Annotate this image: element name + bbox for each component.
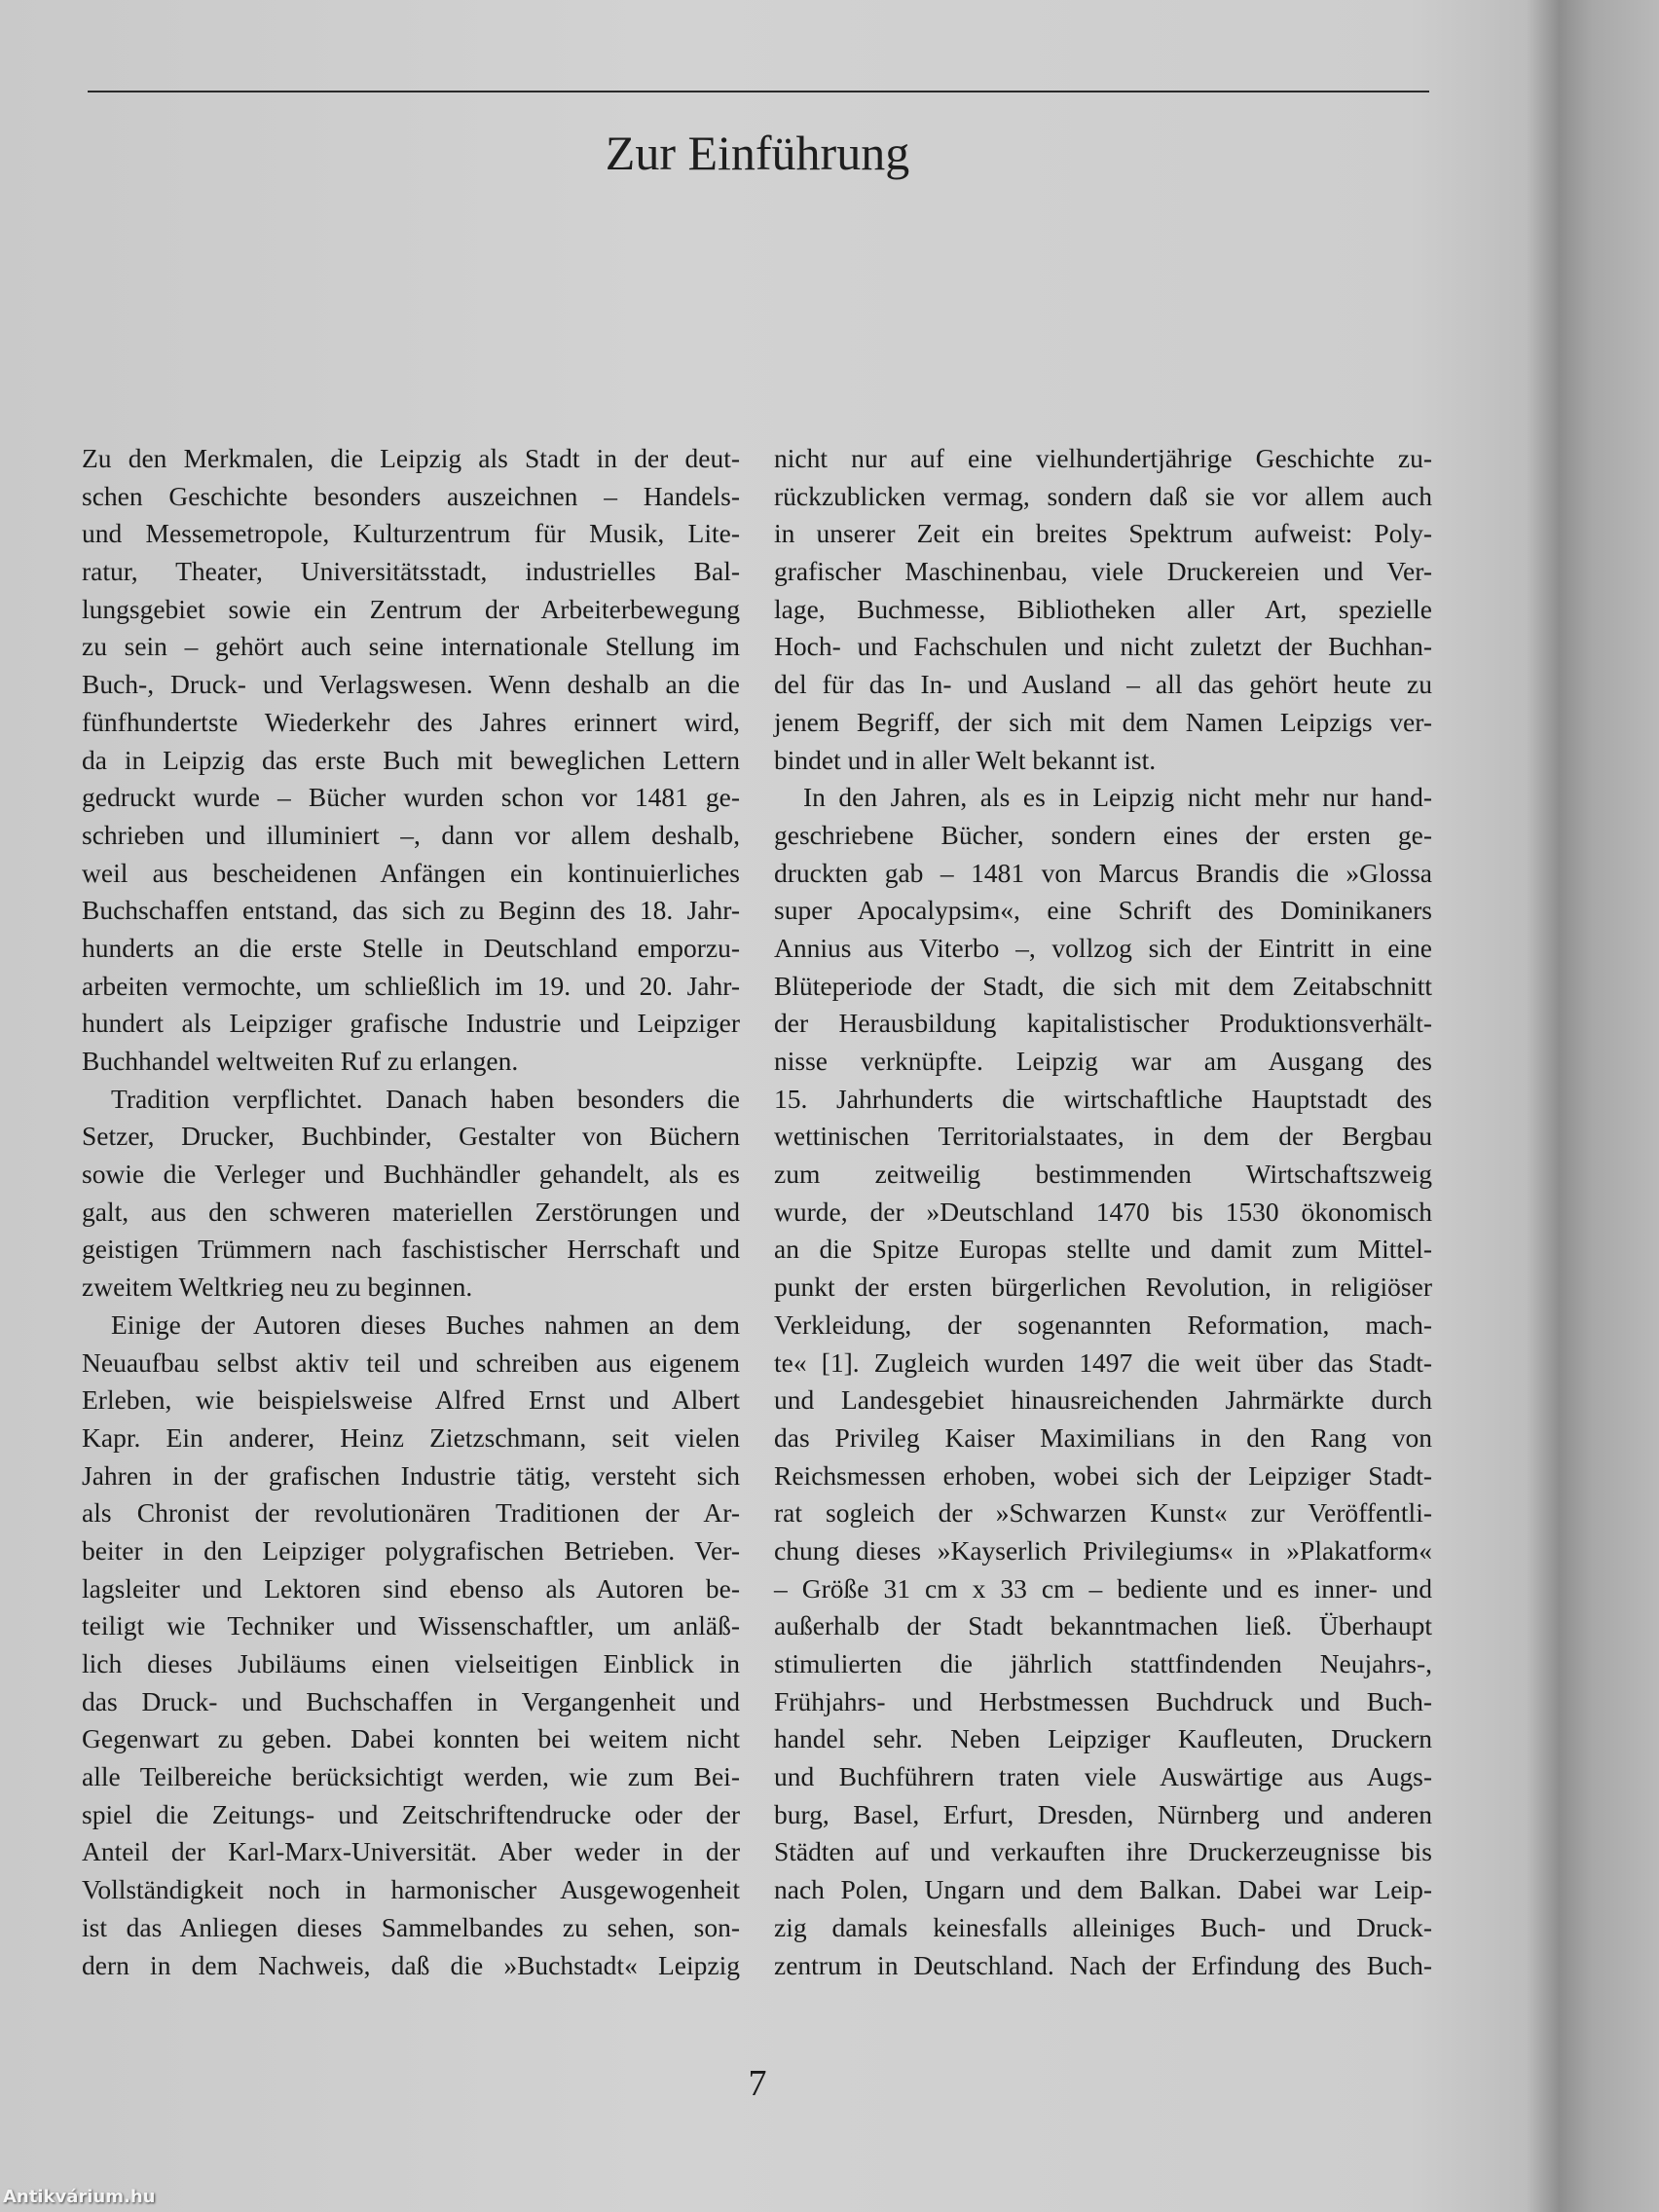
text-line: Einige der Autoren dieses Buches nahmen an dem bbox=[111, 1309, 740, 1340]
chapter-title: Zur Einführung bbox=[605, 126, 910, 180]
text-line: lagsleiter und Lektoren sind ebenso als Autoren be- bbox=[82, 1572, 740, 1604]
text-line: rückzublicken vermag, sondern daß sie vor allem auch bbox=[774, 480, 1432, 511]
text-column-right bbox=[774, 440, 1432, 1984]
text-line: Reichsmessen erhoben, wobei sich der Leipziger Stadt- bbox=[774, 1459, 1432, 1491]
paragraph bbox=[774, 440, 1432, 779]
text-line: grafischer Maschinenbau, viele Druckereien und Ver- bbox=[774, 556, 1432, 587]
text-line: Tradition verpflichtet. Danach haben besonders die bbox=[111, 1083, 740, 1114]
text-line: an die Spitze Europas stellte und damit zum Mittel- bbox=[774, 1234, 1432, 1265]
text-line: – Größe 31 cm x 33 cm – bediente und es inner- und bbox=[774, 1572, 1432, 1604]
text-line: das Druck- und Buchschaffen in Vergangenheit und bbox=[82, 1685, 740, 1716]
text-line: spiel die Zeitungs- und Zeitschriftendrucke oder der bbox=[82, 1798, 740, 1829]
paragraph bbox=[774, 779, 1432, 1984]
text-line: weil aus bescheidenen Anfängen ein kontinuierliches bbox=[82, 857, 740, 888]
text-line: als Chronist der revolutionären Traditionen der Ar- bbox=[82, 1497, 740, 1529]
text-line: geschriebene Bücher, sondern eines der ersten ge- bbox=[774, 819, 1432, 850]
text-line: hundert als Leipziger grafische Industrie und Leipziger bbox=[82, 1008, 740, 1039]
text-line: Annius aus Viterbo –, vollzog sich der Eintritt in eine bbox=[774, 932, 1432, 963]
text-line: zum zeitweilig bestimmenden Wirtschaftszweig bbox=[774, 1159, 1432, 1190]
text-line: schrieben und illuminiert –, dann vor allem deshalb, bbox=[82, 819, 740, 850]
text-line: del für das In- und Ausland – all das gehört heute zu bbox=[774, 669, 1432, 700]
text-line: Blüteperiode der Stadt, die sich mit dem Zeitabschnitt bbox=[774, 970, 1432, 1001]
paragraph bbox=[82, 1081, 740, 1307]
text-line: fünfhundertste Wiederkehr des Jahres erinnert wird, bbox=[82, 706, 740, 737]
text-line: lich dieses Jubiläums einen vielseitigen Einblick in bbox=[82, 1648, 740, 1678]
text-line: teiligt wie Techniker und Wissenschaftler, um anläß- bbox=[82, 1610, 740, 1641]
text-line: nicht nur auf eine vielhundertjährige Geschichte zu- bbox=[774, 443, 1432, 473]
text-line: zig damals keinesfalls alleiniges Buch- und Druck- bbox=[774, 1911, 1432, 1942]
text-line: Vollständigkeit noch in harmonischer Ausgewogenheit bbox=[82, 1874, 740, 1905]
paragraph bbox=[82, 440, 740, 1081]
text-line: das Privileg Kaiser Maximilians in den Rang von bbox=[774, 1421, 1432, 1453]
paragraph bbox=[82, 1307, 740, 1984]
text-line: da in Leipzig das erste Buch mit beweglichen Lettern bbox=[82, 744, 740, 775]
text-line: Jahren in der grafischen Industrie tätig, versteht sich bbox=[82, 1459, 740, 1491]
text-line: Anteil der Karl-Marx-Universität. Aber weder in der bbox=[82, 1836, 740, 1867]
text-line: gedruckt wurde – Bücher wurden schon vor 1481 ge- bbox=[82, 782, 740, 813]
text-line: wettinischen Territorialstaates, in dem der Bergbau bbox=[774, 1121, 1432, 1152]
text-line: jenem Begriff, der sich mit dem Namen Leipzigs ver- bbox=[774, 706, 1432, 737]
text-line: ratur, Theater, Universitätsstadt, industrielles Bal- bbox=[82, 556, 740, 587]
text-column-left bbox=[82, 440, 740, 1984]
text-line: ist das Anliegen dieses Sammelbandes zu sehen, son- bbox=[82, 1911, 740, 1942]
text-line: schen Geschichte besonders auszeichnen – Handels- bbox=[82, 480, 740, 511]
text-line: 15. Jahrhunderts die wirtschaftliche Hauptstadt des bbox=[774, 1083, 1432, 1114]
text-line: rat sogleich der »Schwarzen Kunst« zur Veröffentli- bbox=[774, 1497, 1432, 1529]
text-line: Neuaufbau selbst aktiv teil und schreiben aus eigenem bbox=[82, 1346, 740, 1378]
text-line: sowie die Verleger und Buchhändler gehandelt, als es bbox=[82, 1159, 740, 1190]
text-line: Zu den Merkmalen, die Leipzig als Stadt in der deut- bbox=[82, 443, 740, 473]
text-line: bindet und in aller Welt bekannt ist. bbox=[774, 744, 1157, 775]
page-number: 7 bbox=[748, 2063, 767, 2104]
text-line: Frühjahrs- und Herbstmessen Buchdruck und Buch- bbox=[774, 1685, 1432, 1716]
text-line: lage, Buchmesse, Bibliotheken aller Art, spezielle bbox=[774, 593, 1432, 624]
text-line: burg, Basel, Erfurt, Dresden, Nürnberg und anderen bbox=[774, 1798, 1432, 1829]
text-line: Buchschaffen entstand, das sich zu Beginn des 18. Jahr- bbox=[82, 895, 740, 926]
text-line: außerhalb der Stadt bekanntmachen ließ. Überhaupt bbox=[774, 1610, 1432, 1641]
text-line: druckten gab – 1481 von Marcus Brandis die »Glossa bbox=[774, 857, 1432, 888]
text-line: Setzer, Drucker, Buchbinder, Gestalter von Büchern bbox=[82, 1121, 740, 1152]
text-line: In den Jahren, als es in Leipzig nicht mehr nur hand- bbox=[803, 782, 1432, 813]
text-line: der Herausbildung kapitalistischer Produktionsverhält- bbox=[774, 1008, 1432, 1039]
text-line: dern in dem Nachweis, daß die »Buchstadt« Leipzig bbox=[82, 1949, 740, 1980]
text-line: Kapr. Ein anderer, Heinz Zietzschmann, seit vielen bbox=[82, 1421, 740, 1453]
text-line: beiter in den Leipziger polygrafischen Betrieben. Ver- bbox=[82, 1534, 740, 1566]
text-line: Städten auf und verkauften ihre Druckerzeugnisse bis bbox=[774, 1836, 1432, 1867]
text-line: geistigen Trümmern nach faschistischer Herrschaft und bbox=[82, 1234, 740, 1265]
text-line: te« [1]. Zugleich wurden 1497 die weit über das Stadt- bbox=[774, 1346, 1432, 1378]
text-line: zu sein – gehört auch seine internationale Stellung im bbox=[82, 631, 740, 662]
header-rule bbox=[88, 91, 1429, 92]
text-line: und Messemetropole, Kulturzentrum für Musik, Lite- bbox=[82, 518, 740, 549]
text-line: alle Teilbereiche berücksichtigt werden, wie zum Bei- bbox=[82, 1761, 740, 1792]
text-line: nach Polen, Ungarn und dem Balkan. Dabei war Leip- bbox=[774, 1874, 1432, 1905]
text-line: chung dieses »Kayserlich Privilegiums« in »Plakatform« bbox=[774, 1534, 1432, 1566]
text-line: super Apocalypsim«, eine Schrift des Dominikaners bbox=[774, 895, 1432, 926]
text-line: Verkleidung, der sogenannten Reformation, mach- bbox=[774, 1309, 1432, 1340]
text-line: punkt der ersten bürgerlichen Revolution, in religiöser bbox=[774, 1272, 1432, 1303]
text-line: und Buchführern traten viele Auswärtige aus Augs- bbox=[774, 1761, 1432, 1792]
text-line: Buch-, Druck- und Verlagswesen. Wenn deshalb an die bbox=[82, 669, 740, 700]
text-line: Erleben, wie beispielsweise Alfred Ernst und Albert bbox=[82, 1384, 740, 1416]
text-line: Buchhandel weltweiten Ruf zu erlangen. bbox=[82, 1046, 519, 1076]
text-line: lungsgebiet sowie ein Zentrum der Arbeiterbewegung bbox=[82, 593, 740, 624]
text-line: und Landesgebiet hinausreichenden Jahrmärkte durch bbox=[774, 1384, 1432, 1416]
text-line: hunderts an die erste Stelle in Deutschland emporzu- bbox=[82, 932, 740, 963]
text-line: arbeiten vermochte, um schließlich im 19. und 20. Jahr- bbox=[82, 970, 740, 1001]
text-line: in unserer Zeit ein breites Spektrum aufweist: Poly- bbox=[774, 518, 1432, 549]
text-line: handel sehr. Neben Leipziger Kaufleuten, Druckern bbox=[774, 1723, 1432, 1754]
text-line: stimulierten die jährlich stattfindenden Neujahrs-, bbox=[774, 1648, 1432, 1678]
text-line: zentrum in Deutschland. Nach der Erfindung des Buch- bbox=[774, 1949, 1432, 1980]
watermark-logo: Antikvárium.hu bbox=[3, 2187, 156, 2207]
text-line: galt, aus den schweren materiellen Zerstörungen und bbox=[82, 1196, 740, 1227]
text-line: Hoch- und Fachschulen und nicht zuletzt der Buchhan- bbox=[774, 631, 1432, 662]
text-line: wurde, der »Deutschland 1470 bis 1530 ökonomisch bbox=[774, 1196, 1432, 1227]
text-line: Gegenwart zu geben. Dabei konnten bei weitem nicht bbox=[82, 1723, 740, 1754]
text-line: zweitem Weltkrieg neu zu beginnen. bbox=[82, 1272, 473, 1303]
text-line: nisse verknüpfte. Leipzig war am Ausgang des bbox=[774, 1046, 1432, 1076]
